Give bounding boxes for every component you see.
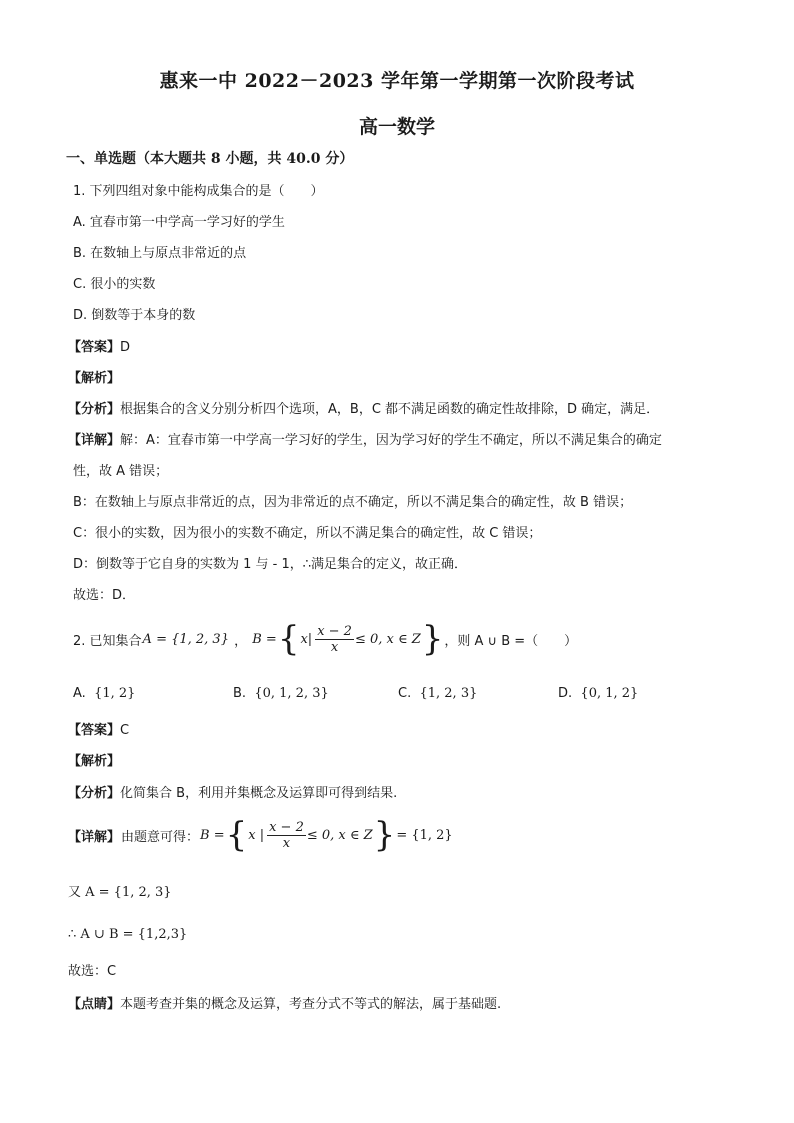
q2-option-b: B. {0, 1, 2, 3}	[233, 686, 329, 701]
q2-stem: 2. 已知集合 A = {1, 2, 3} ， B = { x| $\frac{x - 2}{x}$ ≤ 0, x ∈ Z } ，则 A ∪ B =（ ）	[73, 619, 578, 659]
q2-analysis-label: 【解析】	[68, 754, 121, 769]
q2-brace-close: }	[421, 619, 444, 659]
fenxi-text: 根据集合的含义分别分析四个选项，A，B，C 都不满足函数的确定性故排除，D 确定，满足．	[120, 402, 660, 417]
q2-also-line: 又 A = {1, 2, 3}	[68, 885, 172, 900]
q2-fraction	[315, 624, 354, 655]
fenxi-text: 化简集合 B，利用并集概念及运算即可得到结果.	[120, 786, 398, 801]
xiangjie-text: 解：A：宜春市第一中学高一学习好的学生，因为学习好的学生不确定，所以不满足集合的确定	[120, 433, 662, 448]
q2-dianjing: 【点睛】本题考查并集的概念及运算，考查分式不等式的解法，属于基础题.	[68, 997, 502, 1012]
xj-result: = {1, 2}	[396, 827, 453, 843]
q2-fenxi: 【分析】化简集合 B，利用并集概念及运算即可得到结果.	[68, 786, 398, 801]
q2-set-b-prefix: B =	[252, 631, 277, 647]
q1-xiangjie-line-2: 性，故 A 错误；	[73, 464, 169, 479]
q2-stem-prefix: 2. 已知集合	[73, 633, 142, 649]
q1-choose: 故选：D．	[73, 588, 136, 603]
answer-label: 【答案】	[68, 340, 121, 355]
q1-xiangjie-line-1	[68, 432, 662, 450]
q2-xiangjie: 【详解】 由题意可得： B = { x | $\frac{x - 2}{x}$ ≤ 0, x ∈ Z } = {1, 2}	[68, 815, 453, 855]
q2-option-d: D. {0, 1, 2}	[558, 686, 639, 701]
q2-xj-fraction: $\frac{x - 2}{x}$	[269, 819, 304, 851]
q2-option-a: A. {1, 2}	[73, 686, 136, 701]
exam-title: 惠来一中 2022－2023 学年第一学期第一次阶段考试	[159, 70, 635, 92]
q1-xiangjie-line-4: C：很小的实数，因为很小的实数不确定，所以不满足集合的确定性，故 C 错误；	[73, 526, 542, 541]
q1-option-a: A. 宜春市第一中学高一学习好的学生	[73, 215, 285, 230]
q2-option-c: C. {1, 2, 3}	[398, 686, 478, 701]
q1-stem: 1. 下列四组对象中能构成集合的是（ ）	[73, 184, 324, 199]
q2-answer: 【答案】C	[68, 723, 130, 738]
q1-fenxi	[68, 401, 659, 419]
q2-set-b-var: x|	[300, 631, 313, 647]
q1-analysis-label: 【解析】	[68, 371, 121, 386]
q1-answer	[68, 339, 130, 357]
q2-choose: 故选：C	[68, 964, 117, 979]
q2-therefore-line: ∴ A ∪ B = {1,2,3}	[68, 927, 188, 942]
q1-xiangjie-line-5: D：倒数等于它自身的实数为 1 与 - 1，∴满足集合的定义，故正确．	[73, 557, 468, 572]
q2-frac-den: x	[330, 639, 339, 655]
xiangjie-label: 【详解】	[68, 829, 121, 845]
section-heading: 一、单选题（本大题共 8 小题，共 40.0 分）	[66, 151, 354, 167]
xiangjie-prefix: 由题意可得：	[121, 829, 200, 845]
q2-set-a: A = {1, 2, 3}	[142, 631, 229, 647]
xiangjie-label: 【详解】	[68, 433, 121, 448]
q1-xiangjie-line-3: B：在数轴上与原点非常近的点，因为非常近的点不确定，所以不满足集合的确定性，故 B 错误；	[73, 495, 633, 510]
q2-set-b-cond: ≤ 0, x ∈ Z	[354, 631, 421, 647]
fenxi-label: 【分析】	[68, 402, 121, 417]
q2-frac-num: x − 2	[317, 623, 352, 639]
subject-title: 高一数学	[358, 116, 435, 138]
q1-option-c: C. 很小的实数	[73, 277, 156, 292]
answer-value: D	[120, 340, 131, 355]
dianjing-text: 本题考查并集的概念及运算，考查分式不等式的解法，属于基础题.	[120, 997, 502, 1012]
answer-value: C	[120, 723, 130, 738]
q1-option-d: D. 倒数等于本身的数	[73, 308, 196, 323]
q2-brace-open: {	[277, 619, 300, 659]
q2-stem-suffix: ，则 A ∪ B =（ ）	[444, 633, 578, 649]
q1-option-b: B. 在数轴上与原点非常近的点	[73, 246, 247, 261]
